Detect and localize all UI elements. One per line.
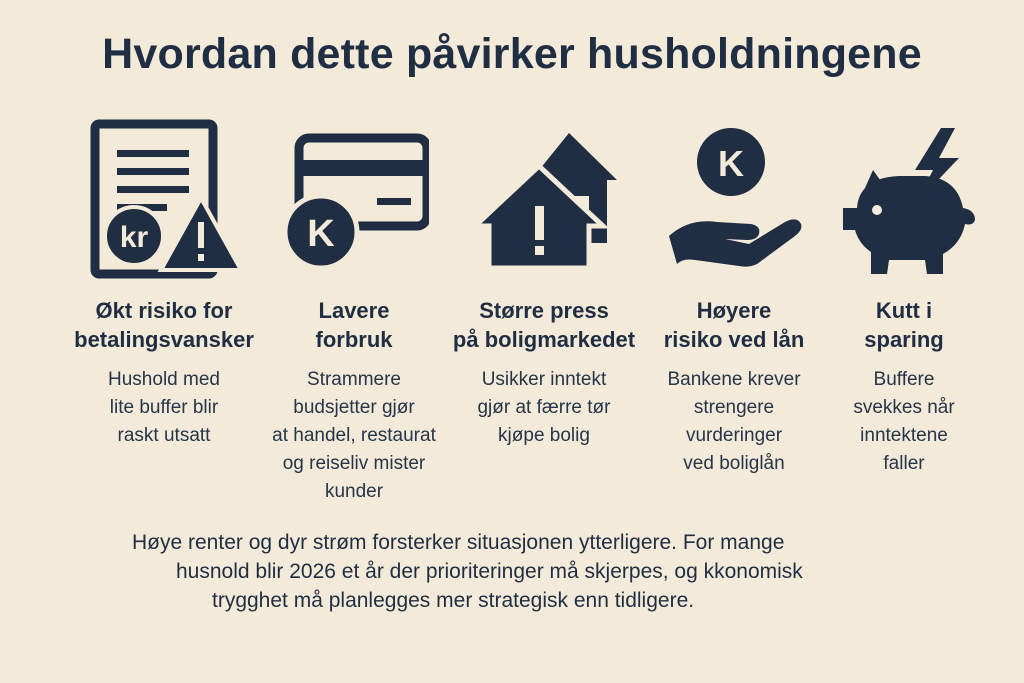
credit-card-icon — [279, 118, 429, 283]
impact-card-housing-pressure — [444, 118, 644, 518]
k-badge-text: K — [307, 213, 335, 255]
impact-card-lower-consumption — [254, 118, 454, 518]
impact-card-savings-cut — [804, 118, 1004, 518]
impact-heading: Lavere forbruk — [315, 298, 393, 352]
impact-description: Strammere budsjetter gjør at handel, restaurat og reiseliv mister kunder — [272, 369, 436, 502]
page-title: Hvordan dette påvirker husholdningene — [102, 30, 922, 78]
impact-columns — [64, 118, 964, 518]
impact-description: Usikker inntekt gjør at færre tør kjøpe bolig — [477, 369, 611, 446]
impact-description: Buffere svekkes når inntektene faller — [853, 369, 955, 474]
house-warning-icon — [469, 118, 619, 283]
impact-heading: Kutt i sparing — [864, 298, 944, 352]
impact-heading: Større press på boligmarkedet — [452, 298, 636, 352]
summary-line: husnold blir 2026 et år der prioriteringer må skjerpes, og kkonomisk — [176, 560, 803, 583]
kr-badge-text: kr — [119, 221, 149, 254]
hand-coin-icon — [659, 118, 809, 283]
document-warning-icon — [89, 118, 239, 283]
piggy-bank-lightning-icon — [829, 118, 979, 283]
k-badge-text: K — [718, 143, 744, 184]
impact-card-payment-risk — [64, 118, 264, 518]
impact-heading: Økt risiko for betalingsvansker — [74, 298, 254, 352]
impact-description: Hushold med lite buffer blir raskt utsatt — [108, 369, 220, 446]
impact-heading: Høyere risiko ved lån — [663, 298, 805, 352]
summary-line: trygghet må planlegges mer strategisk enn tidligere. — [212, 589, 695, 612]
impact-description: Bankene krever strengere vurderinger ved boliglån — [667, 369, 801, 474]
summary-line: Høye renter og dyr strøm forsterker situasjonen ytterligere. For mange — [132, 531, 785, 554]
